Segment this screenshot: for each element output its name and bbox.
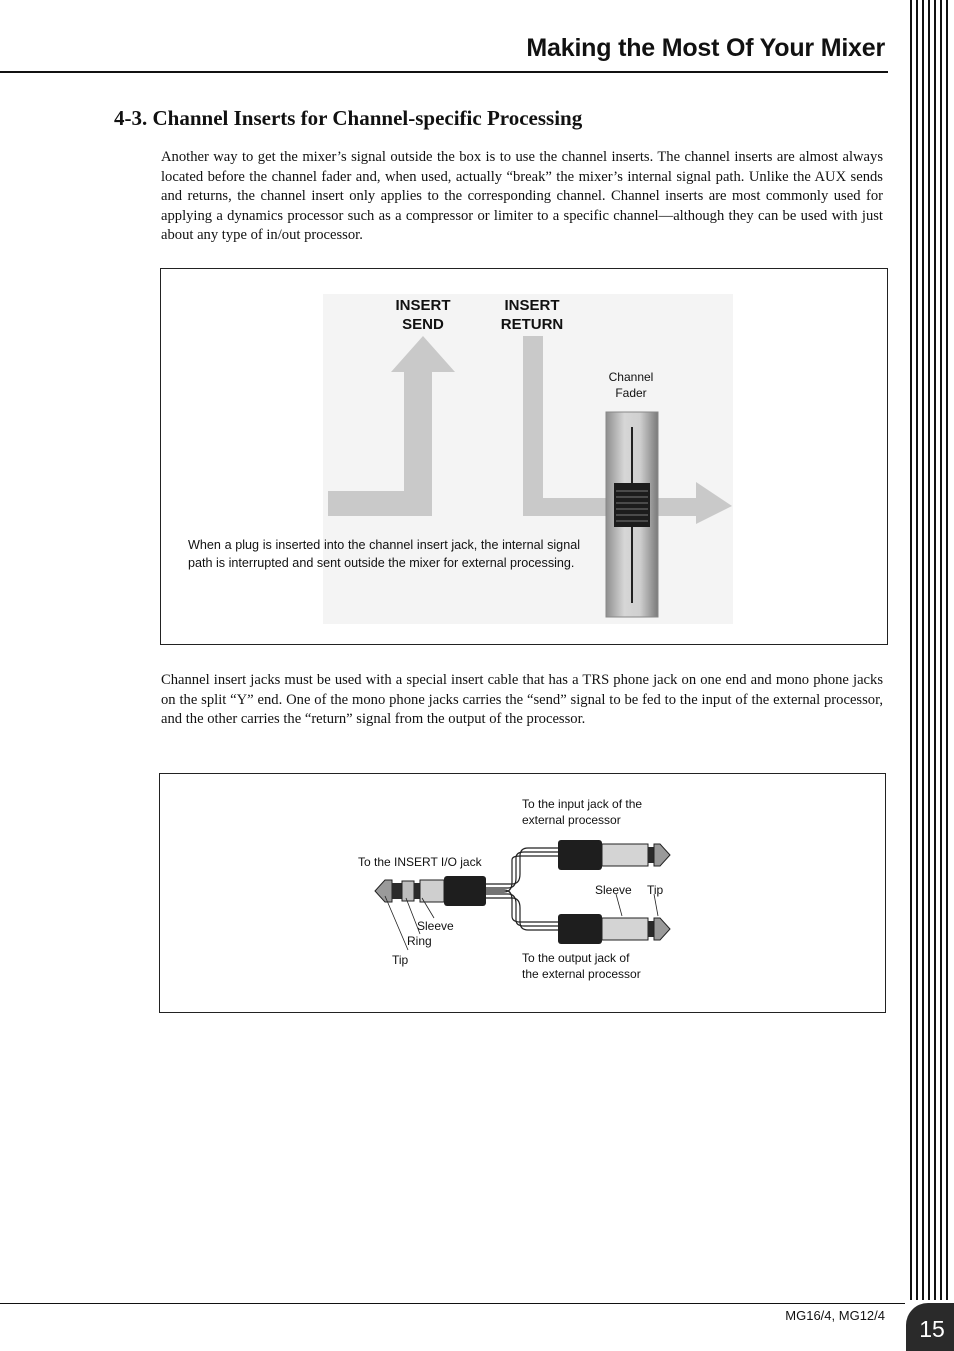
- insert-return-label: INSERT RETURN: [500, 297, 564, 333]
- trs-ring-label: Ring: [407, 934, 432, 948]
- trs-tip-label: Tip: [392, 953, 409, 967]
- input-jack-label: To the input jack of the external processor: [522, 797, 643, 827]
- section-heading: 4-3. Channel Inserts for Channel-specific Processing: [114, 106, 583, 130]
- mono-sleeve-label: Sleeve: [595, 883, 632, 897]
- return-plug-tip: [654, 918, 670, 940]
- footer-model-name: MG16/4, MG12/4: [785, 1308, 885, 1323]
- fader-knob: [614, 483, 650, 527]
- intro-paragraph: Another way to get the mixer’s signal outside the box is to use the channel inserts. The channel inserts are almost always located before the channel fader and, when used, actually “break” the mixer’s internal signal path. Unlike the AUX sends and returns, the channel insert only applies to the corresponding channel. Channel inserts are most commonly used for applying a dynamics processor such as a compressor or limiter to a specific channel—although they can be used with just about any type of in/out processor.: [161, 149, 883, 243]
- trs-tip-insulator: [392, 883, 402, 899]
- trs-sleeve-label: Sleeve: [417, 919, 454, 933]
- insert-signal-flow-figure: [160, 268, 888, 645]
- insert-send-label: INSERT SEND: [395, 297, 451, 333]
- send-plug-sleeve: [602, 844, 648, 866]
- trs-tip: [375, 880, 392, 902]
- insert-cable-figure: [159, 773, 886, 1013]
- return-plug-sleeve: [602, 918, 648, 940]
- figure1-caption: When a plug is inserted into the channel insert jack, the internal signal path is interrupted and sent outside the mixer for external processing.: [188, 538, 580, 570]
- trs-ring: [402, 881, 414, 901]
- output-jack-label: To the output jack of the external processor: [522, 951, 641, 981]
- insert-io-jack-label: To the INSERT I/O jack: [358, 855, 482, 869]
- mono-tip-label: Tip: [647, 883, 664, 897]
- send-plug-tip: [654, 844, 670, 866]
- return-plug-handle: [558, 914, 602, 944]
- page-number: 15: [919, 1316, 945, 1342]
- send-plug-handle: [558, 840, 602, 870]
- edge-index-bars: [908, 0, 954, 1300]
- insert-cable-paragraph: Channel insert jacks must be used with a special insert cable that has a TRS phone jack on one end and mono phone jacks on the split “Y” end. One of the mono phone jacks carries the “send” signal to be fed to the input of the external processor, and the other carries the “return” signal from the output of the processor.: [161, 672, 883, 727]
- page-header-title: Making the Most Of Your Mixer: [526, 34, 885, 62]
- y-split-cable: [486, 848, 558, 930]
- footer-rule: [0, 1303, 905, 1304]
- trs-handle: [444, 876, 486, 906]
- header-rule: [0, 71, 888, 73]
- channel-fader-label: Channel Fader: [608, 370, 654, 400]
- trs-sleeve: [420, 880, 444, 902]
